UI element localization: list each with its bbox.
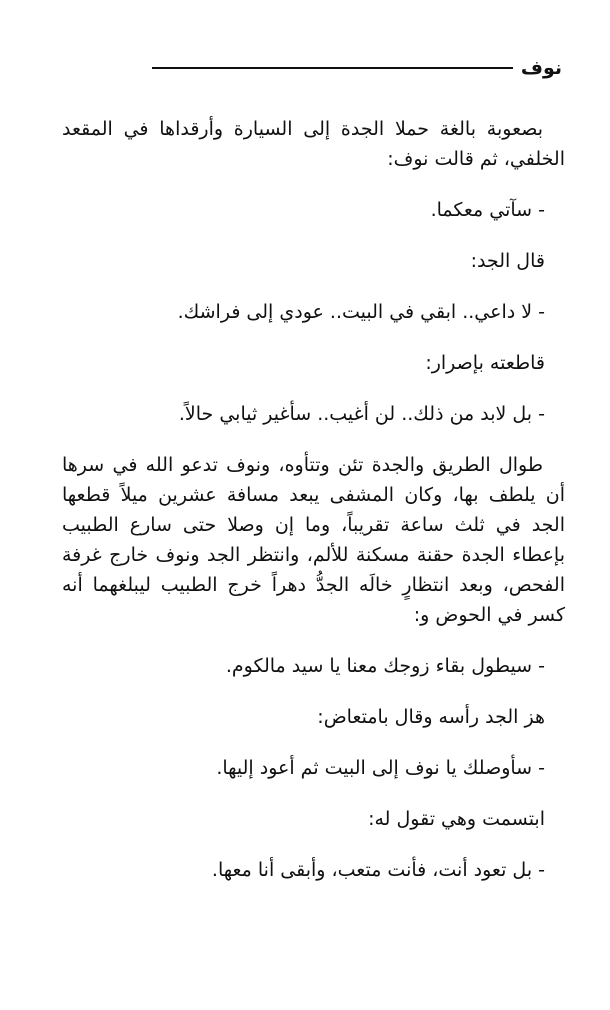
dialogue-line-6: - بل تعود أنت، فأنت متعب، وأبقى أنا معها. xyxy=(211,859,545,881)
speaker-line-3: هز الجد رأسه وقال بامتعاض: xyxy=(317,706,545,728)
header-rule xyxy=(152,67,513,69)
running-header xyxy=(152,56,562,80)
dialogue-line-1: - سآتي معكما. xyxy=(430,199,545,221)
dialogue-line-4: - سيطول بقاء زوجك معنا يا سيد مالكوم. xyxy=(225,655,545,677)
header-title: نوف xyxy=(520,57,562,79)
speaker-line-2: قاطعته بإصرار: xyxy=(425,352,545,374)
speaker-line-1: قال الجد: xyxy=(470,250,545,272)
dialogue-line-3: - بل لابد من ذلك.. لن أغيب.. سأغير ثيابي حالاً. xyxy=(178,403,545,425)
paragraph-1: بصعوبة بالغة حملا الجدة إلى السيارة وأرقداها في المقعد الخلفي، ثم قالت نوف: xyxy=(62,118,565,170)
dialogue-line-5: - سأوصلك يا نوف إلى البيت ثم أعود إليها. xyxy=(216,757,545,779)
speaker-line-4: ابتسمت وهي تقول له: xyxy=(368,808,545,830)
dialogue-line-2: - لا داعي.. ابقي في البيت.. عودي إلى فراشك. xyxy=(177,301,545,323)
paragraph-2: طوال الطريق والجدة تئن وتتأوه، ونوف تدعو الله في سرها أن يلطف بها، وكان المشفى يبعد مسافة عشرين ميلاً قطعها الجد في ثلث ساعة تقريباً، وما إن وصلا حتى سارع الطبيب بإعطاء الجدة حقنة مسكنة للألم، وانتظر الجد ونوف خارج غرفة الفحص، وبعد انتظارٍ خالَه الجدُّ دهراً خرج الطبيب ليبلغهما أنه كسر في الحوض و: xyxy=(62,454,565,626)
page-body xyxy=(62,114,565,906)
